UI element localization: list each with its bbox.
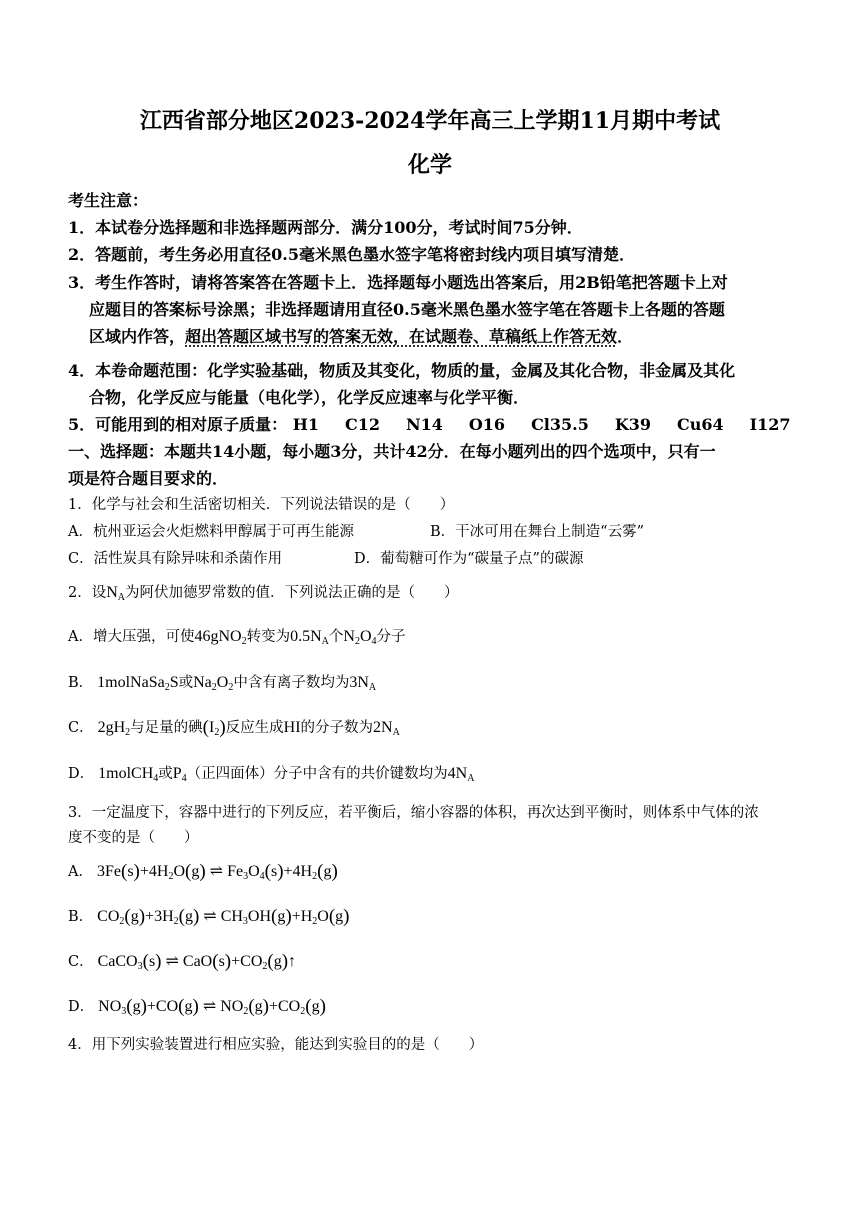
option-text: 与足量的碘 [130,720,203,736]
formula: $N_A$ [106,584,126,603]
notice-item-4: 4．本卷命题范围：化学实验基础，物质及其变化，物质的量，金属及其化合物，非金属及其化 [68,361,736,380]
notice-item-1: 1．本试卷分选择题和非选择题两部分．满分100分，考试时间75分钟． [68,218,583,237]
q1-option-c: C．活性炭具有除异味和杀菌作用 [68,551,283,567]
formula: $0.5N_A$ [290,628,329,647]
q3-option-b [68,905,349,928]
equation: $3Fe(s)+4H_2O(g)$ ⇌ $Fe_3O_4(s)+4H_2(g)$ [92,861,338,882]
q3-option-d [68,995,326,1018]
option-label: C． [68,954,94,970]
formula: 1molCH$_4$ [94,765,159,784]
q2-option-d [68,762,474,783]
q3-option-a [68,860,338,883]
element-mass: O16 [468,415,506,434]
q2-stem-text: 为阿伏加德罗常数的值．下列说法正确的是（ ） [125,585,459,601]
option-text: 或 [158,766,173,782]
formula: 46gNO$_2$ [194,628,247,647]
q2-stem-text: 2．设 [68,585,107,601]
element-mass: I127 [749,415,791,434]
q4-stem: 4．用下列实验装置进行相应实验，能达到实验目的的是（ ） [68,1037,484,1053]
notice-item-3: 3．考生作答时，请将答案答在答题卡上．选择题每小题选出答案后，用2B铅笔把答题卡上对 [68,273,728,292]
exam-title: 江西省部分地区2023-2024学年高三上学期11月期中考试 [139,108,721,134]
option-text: 个 [328,629,344,645]
formula: HI [283,719,301,736]
notice-item-2: 2．答题前，考生务必用直径0.5毫米黑色墨水签字笔将密封线内项目填写清楚． [68,245,635,264]
section-heading: 一、选择题：本题共14小题，每小题3分，共计42分．在每小题列出的四个选项中，只有一 [68,442,716,461]
q1-stem: 1．化学与社会和生活密切相关．下列说法错误的是（ ） [68,497,455,513]
element-mass: N14 [405,415,443,434]
notice-item-5 [68,412,817,435]
q1-option-b: B．干冰可用在舞台上制造“云雾” [430,524,644,540]
formula: $2gH_2$ [93,719,131,738]
option-label: D． [68,999,95,1015]
notice-heading: 考生注意： [68,191,149,210]
q3-stem: 3．一定温度下，容器中进行的下列反应，若平衡后，缩小容器的体积，再次达到平衡时，则体系中气体的浓 [68,805,759,821]
equation: $NO_3(g)+CO(g)$ ⇌ $NO_2(g)+CO_2(g)$ [94,996,326,1017]
formula: $P_4$ [172,765,187,784]
notice-emphasis: 超出答题区域书写的答案无效，在试题卷、草稿纸上作答无效 [185,327,618,346]
formula: $4N_A$ [447,765,475,784]
q2-option-a [68,625,406,646]
option-text: D． [68,766,95,782]
equation: CaCO$_3$(s) ⇌ $CaO(s)+CO_2(g)↑$ [93,951,297,972]
formula: $2N_A$ [373,719,400,738]
formula: 1molNaSa$_2$S [93,674,179,693]
option-text: B． [68,675,94,691]
q2-option-c [68,716,400,739]
element-mass: Cu64 [677,415,724,434]
option-text: 分子 [376,629,406,645]
q2-stem [68,581,459,602]
option-text: 转变为 [246,629,291,645]
notice-period: ． [617,327,634,346]
q1-option-d: D．葡萄糖可作为“碳量子点”的碳源 [354,551,584,567]
element-mass: K39 [614,415,652,434]
option-label: B． [68,909,94,925]
option-text: A．增大压强，可使 [68,629,195,645]
element-mass: Cl35.5 [531,415,589,434]
formula: $3N_A$ [349,674,377,693]
option-text: 或 [178,675,194,691]
section-heading-cont: 项是符合题目要求的． [68,469,229,488]
atomic-mass-label: 5．可能用到的相对原子质量： [68,415,288,434]
notice-text: 区域内作答， [89,327,186,346]
q1-option-a: A．杭州亚运会火炬燃料甲醇属于可再生能源 [68,524,354,540]
option-text: C． [68,720,94,736]
equation: $CO_2(g)+3H_2(g)$ ⇌ $CH_3OH(g)+H_2O(g)$ [93,906,350,927]
option-text: 反应生成 [225,720,284,736]
notice-item-4-cont: 合物，化学反应与能量（电化学），化学反应速率与化学平衡． [89,388,530,407]
option-text: 的分子数为 [300,720,374,736]
element-mass: C12 [344,415,380,434]
element-mass: H1 [292,415,319,434]
option-text: （正四面体）分子中含有的共价键数均为 [186,766,448,782]
notice-item-3-cont2 [89,324,633,347]
q3-stem-cont: 度不变的是（ ） [68,830,199,846]
subject-title: 化学 [407,152,452,178]
formula: $(I_2)$ [202,717,226,738]
formula: $Na_2O_2$ [193,674,234,693]
option-label: A． [68,864,93,880]
notice-item-3-cont: 应题目的答案标号涂黑；非选择题请用直径0.5毫米黑色墨水签字笔在答题卡上各题的答题 [89,300,725,319]
formula: $N_2O_4$ [343,628,377,647]
q2-option-b [68,671,376,692]
q3-option-c [68,950,296,973]
option-text: 中含有离子数均为 [233,675,350,691]
